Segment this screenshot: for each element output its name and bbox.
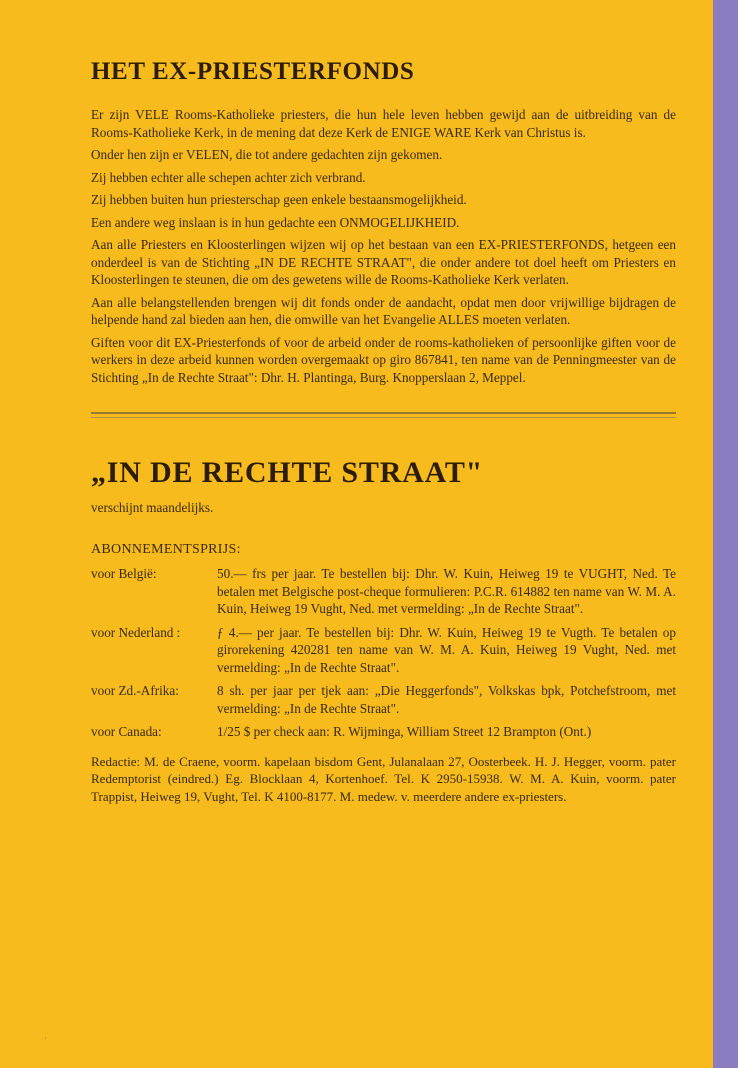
section2-title: „IN DE RECHTE STRAAT" [91,456,484,489]
price-label: voor Canada: [91,724,162,739]
price-row-canada [91,723,676,741]
paragraph: Zij hebben echter alle schepen achter zich verbrand. [91,169,366,185]
price-row-nederland [91,624,676,677]
section2 [91,456,676,805]
price-label: voor Zd.-Afrika: [91,683,179,698]
document-content [91,58,676,810]
price-label: voor België: [91,566,157,581]
paragraph: Aan alle Priesters en Kloosterlingen wijzen wij op het bestaan van een EX-PRIESTERFONDS, hetgeen een onderdeel is van de Stichting „IN DE RECHTE STRAAT", die onder andere tot doel heeft om Priesters en Kloosterlingen te steunen, die om des gewetens wille de Rooms-Katholieke Kerk verlaten. [91,237,676,287]
section2-subtitle: verschijnt maandelijks. [91,500,214,515]
price-text: 50.— frs per jaar. Te bestellen bij: Dhr. W. Kuin, Heiweg 19 te VUGHT, Ned. Te betalen met Belgische post-cheque formulieren: P.C.R. 614882 ten name van W. M. A. Kuin, Heiweg 19 Vught, Ned. met vermelding: „In de Rechte Straat". [217,566,676,616]
scan-edge-strip [713,0,738,1068]
redactie-text: Redactie: M. de Craene, voorm. kapelaan bisdom Gent, Julanalaan 27, Oosterbeek. H. J. Hegger, voorm. pater Redemptorist (eindred.) Eg. Blocklaan 4, Kortenhoef. Tel. K 2950-15938. W. M. A. Kuin, voorm. pater Trappist, Heiweg 19, Vught, Tel. K 4100-8177. M. medew. v. meerdere andere ex-priesters. [91,753,676,804]
price-text: ƒ 4.— per jaar. Te bestellen bij: Dhr. W. Kuin, Heiweg 19 te Vugth. Te betalen op girorekening 420281 ten name van W. M. A. Kuin, Heiweg 19 Vught, Ned. met vermelding: „In de Rechte Straat". [217,624,676,675]
price-row-zd-afrika [91,682,676,717]
price-text: 1/25 $ per check aan: R. Wijminga, William Street 12 Brampton (Ont.) [217,724,592,739]
abonnement-title: ABONNEMENTSPRIJS: [91,541,241,557]
price-text: 8 sh. per jaar per tjek aan: „Die Heggerfonds", Volkskas bpk, Potchefstroom, met vermelding: „In de Rechte Straat". [217,683,676,716]
price-label: voor Nederland : [91,624,181,640]
section1-title: HET EX-PRIESTERFONDS [91,58,415,85]
paragraph: Onder hen zijn er VELEN, die tot andere gedachten zijn gekomen. [91,147,443,162]
paragraph: Zij hebben buiten hun priesterschap geen enkele bestaansmogelijkheid. [91,192,467,207]
paragraph: Aan alle belangstellenden brengen wij dit fonds onder de aandacht, opdat men door vrijwillige bijdragen de helpende hand zal bieden aan hen, die omwille van het Evangelie ALLES moeten verlaten. [91,294,676,327]
paragraph: Er zijn VELE Rooms-Katholieke priesters, die hun hele leven hebben gewijd aan de uitbreiding van de Rooms-Katholieke Kerk, in de mening dat deze Kerk de ENIGE WARE Kerk van Christus is. [91,107,676,140]
price-row-belgie [91,565,676,618]
paragraph: Een andere weg inslaan is in hun gedachte een ONMOGELIJKHEID. [91,214,460,230]
scan-mark: ' [45,1036,47,1045]
paragraph: Giften voor dit EX-Priesterfonds of voor de arbeid onder de rooms-katholieken of persoonlijke giften voor de werkers in deze arbeid kunnen worden overgemaakt op giro 867841, ten name van de Penningmeester van de Stichting „In de Rechte Straat": Dhr. H. Plantinga, Burg. Knopperslaan 2, Meppel. [91,334,676,385]
divider-rule [91,412,676,418]
